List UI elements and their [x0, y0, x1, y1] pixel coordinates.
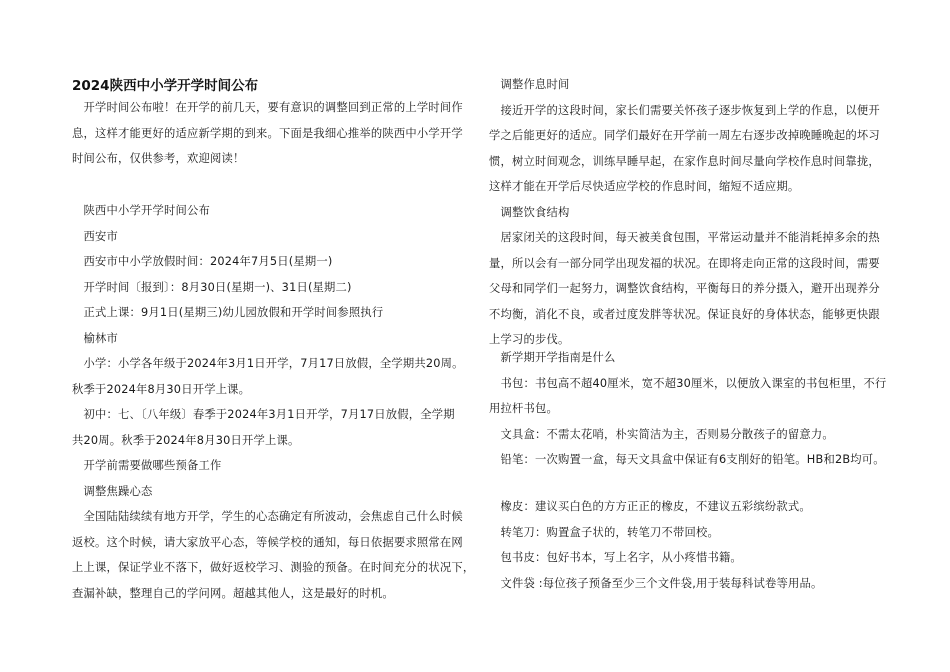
- schedule-title: 调整作息时间: [489, 78, 570, 91]
- mood-text-line-4: 查漏补缺，整理自己的学问网。超越其他人，这是最好的时机。: [72, 586, 394, 600]
- xian-start: 正式上课：9月1日(星期三)幼儿园放假和开学时间参照执行: [72, 306, 384, 319]
- mood-title: 调整焦躁心态: [72, 484, 153, 498]
- file-bag: 文件袋 :每位孩子预备至少三个文件袋,用于装每科试卷等用品。: [489, 576, 823, 590]
- yulin-primary-line-2: 秋季于2024年8月30日开学上课。: [72, 382, 251, 396]
- diet-text-line-1: 居家闭关的这段时间，每天被美食包围，平常运动量并不能消耗掉多余的热: [489, 231, 880, 244]
- city-yulin: 榆林市: [72, 331, 118, 345]
- mood-text-line-2: 返校。这个时候，请大家放平心态，等候学校的通知，每日依据要求照常在网: [72, 535, 463, 549]
- city-xian: 西安市: [72, 229, 118, 243]
- diet-text-line-2: 量，所以会有一部分同学出现发福的状况。在即将走向正常的这段时间，需要: [489, 256, 880, 270]
- bag-line-1: 书包：书包高不超40厘米，宽不超30厘米，以便放入课室的书包柜里，不行: [489, 376, 887, 390]
- pencil: 铅笔：一次购置一盒，每天文具盒中保证有6支削好的铅笔。HB和2B均可。: [489, 453, 885, 466]
- diet-text-line-3: 父母和同学们一起努力，调整饮食结构，平衡每日的养分摄入，避开出现养分: [489, 282, 880, 295]
- sharpener: 转笔刀：购置盒子状的，转笔刀不带回校。: [489, 525, 719, 539]
- prep-title: 开学前需要做哪些预备工作: [72, 459, 222, 472]
- document-title: 2024陕西中小学开学时间公布: [72, 78, 259, 94]
- schedule-text-line-3: 惯，树立时间观念，训练早睡早起，在家作息时间尽量向学校作息时间靠拢，: [489, 154, 880, 168]
- schedule-text-line-2: 学之后能更好的适应。同学们最好在开学前一周左右逐步改掉晚睡晚起的坏习: [489, 129, 880, 142]
- intro-line-2: 息，这样才能更好的适应新学期的到来。下面是我细心推举的陕西中小学开学: [72, 126, 463, 140]
- yulin-junior-line-2: 共20周。秋季于2024年8月30日开学上课。: [72, 433, 300, 447]
- schedule-text-line-4: 这样才能在开学后尽快适应学校的作息时间，缩短不适应期。: [489, 180, 800, 193]
- section-title: 陕西中小学开学时间公布: [72, 204, 210, 217]
- intro-line-1: 开学时间公布啦！在开学的前几天，要有意识的调整回到正常的上学时间作: [72, 101, 463, 114]
- diet-text-line-4: 不均衡，消化不良，或者过度发胖等状况。保证良好的身体状态，能够更快跟: [489, 307, 880, 321]
- bag-line-2: 用拉杆书包。: [489, 402, 558, 415]
- book-cover: 包书皮：包好书本，写上名字，从小疼惜书籍。: [489, 551, 742, 564]
- yulin-primary-line-1: 小学：小学各年级于2024年3月1日开学，7月17日放假，全学期共20周。: [72, 357, 464, 370]
- diet-text-line-5: 上学习的步伐。: [489, 333, 570, 346]
- eraser: 橡皮：建议买白色的方方正正的橡皮，不建议五彩缤纷款式。: [489, 500, 811, 513]
- xian-holiday: 西安市中小学放假时间：2024年7月5日(星期一): [72, 255, 333, 268]
- mood-text-line-1: 全国陆陆续续有地方开学，学生的心态确定有所波动，会焦虑自己什么时候: [72, 510, 463, 523]
- intro-line-3: 时间公布，仅供参考，欢迎阅读！: [72, 152, 245, 165]
- yulin-junior-line-1: 初中：七、〔八年级〕春季于2024年3月1日开学，7月17日放假，全学期: [72, 408, 455, 421]
- guide-title: 新学期开学指南是什么: [489, 351, 616, 364]
- schedule-text-line-1: 接近开学的这段时间，家长们需要关怀孩子逐步恢复到上学的作息，以便开: [489, 103, 880, 117]
- pencil-box: 文具盒：不需太花哨，朴实简洁为主，否则易分散孩子的留意力。: [489, 427, 834, 441]
- mood-text-line-3: 上上课，保证学业不落下，做好返校学习、测验的预备。在时间充分的状况下，: [72, 561, 475, 574]
- diet-title: 调整饮食结构: [489, 205, 570, 219]
- xian-register: 开学时间〔报到〕：8月30日(星期一)、31日(星期二): [72, 280, 352, 294]
